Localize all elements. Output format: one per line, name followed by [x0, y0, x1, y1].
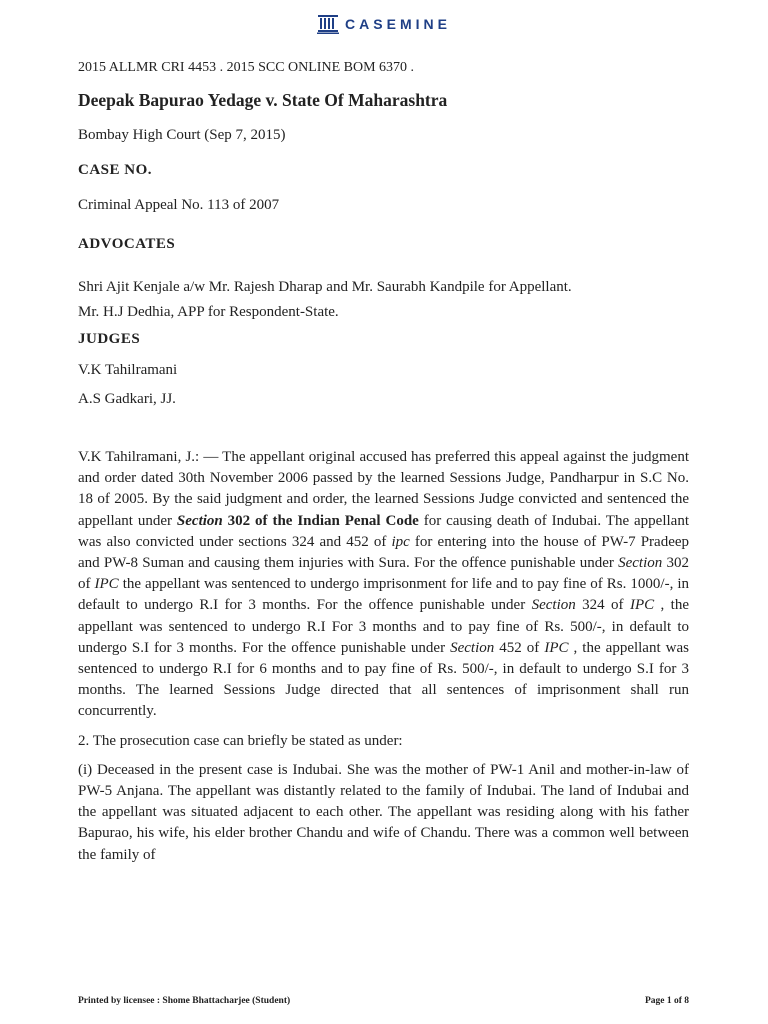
ipc-link[interactable]: IPC: [94, 576, 119, 593]
columns-icon: [317, 14, 339, 34]
case-no-value: Criminal Appeal No. 113 of 2007: [78, 197, 280, 213]
printed-by: Printed by licensee : Shome Bhattacharjee (Student): [78, 996, 291, 1006]
case-no-label: CASE NO.: [78, 162, 153, 178]
logo-text: CASEMINE: [345, 16, 451, 32]
paragraph-1: V.K Tahilramani, J.: — The appellant original accused has preferred this appeal against the judgment and order dated 30th November 2006 passed by the learned Sessions Judge, Pandharpur in S.C No. 18 of 2005. By the said judgment and order, the learned Sessions Judge convicted and sentenced the appellant under Section 302 of the Indian Penal Code for causing death of Indubai. The appellant was also convicted under sections 324 and 452 of ipc for entering into the house of PW-7 Pradeep and PW-8 Suman and causing them injuries with Sura. For the offence punishable under Section 302 of IPC the appellant was sentenced to undergo imprisonment for life and to pay fine of Rs. 1000/-, in default to undergo R.I for 3 months. For the offence punishable under Section 324 of IPC , the appellant was sentenced to undergo R.I For 3 months and to pay fine of Rs. 500/-, in default to undergo S.I for 3 months. For the offence punishable under Section 452 of IPC , the appellant was sentenced to undergo R.I for 6 months and to pay fine of Rs. 500/-, in default to undergo S.I for 3 months. The learned Sessions Judge directed that all sentences of imprisonment shall run concurrently.: [78, 449, 690, 720]
case-title: Deepak Bapurao Yedage v. State Of Maharashtra: [78, 90, 448, 110]
page-footer: [78, 996, 689, 1006]
paragraph-2: 2. The prosecution case can briefly be stated as under:: [78, 732, 403, 749]
advocate-line: Mr. H.J Dedhia, APP for Respondent-State.: [78, 304, 339, 320]
document-content: [78, 56, 689, 866]
court-date: Bombay High Court (Sep 7, 2015): [78, 127, 286, 143]
ipc-link[interactable]: IPC: [629, 597, 655, 614]
ipc-link[interactable]: ipc: [391, 533, 410, 550]
section-link[interactable]: Section: [176, 512, 223, 529]
judges-label: JUDGES: [78, 331, 141, 347]
advocate-line: Shri Ajit Kenjale a/w Mr. Rajesh Dharap and Mr. Saurabh Kandpile for Appellant.: [78, 279, 572, 295]
section-link[interactable]: Section: [450, 639, 495, 656]
page-number: Page 1 of 8: [644, 996, 689, 1006]
paragraph-3: (i) Deceased in the present case is Indubai. She was the mother of PW-1 Anil and mother-in-law of PW-5 Anjana. The appellant was distantly related to the family of Indubai. The land of Indubai and the appellant was situated adjacent to each other. The appellant was residing along with his father Bapurao, his wife, his elder brother Chandu and wife of Chandu. There was a common well between the family of: [78, 761, 689, 863]
section-link[interactable]: Section: [618, 555, 663, 572]
section-link[interactable]: Section: [531, 597, 576, 614]
ipc-link[interactable]: IPC: [544, 639, 569, 656]
advocates-label: ADVOCATES: [78, 236, 176, 252]
citation: 2015 ALLMR CRI 4453 . 2015 SCC ONLINE BOM 6370 .: [78, 60, 415, 75]
judge-name: V.K Tahilramani: [78, 362, 178, 378]
casemine-logo[interactable]: [317, 14, 451, 34]
page-header: [0, 14, 768, 34]
judge-name: A.S Gadkari, JJ.: [78, 391, 176, 407]
